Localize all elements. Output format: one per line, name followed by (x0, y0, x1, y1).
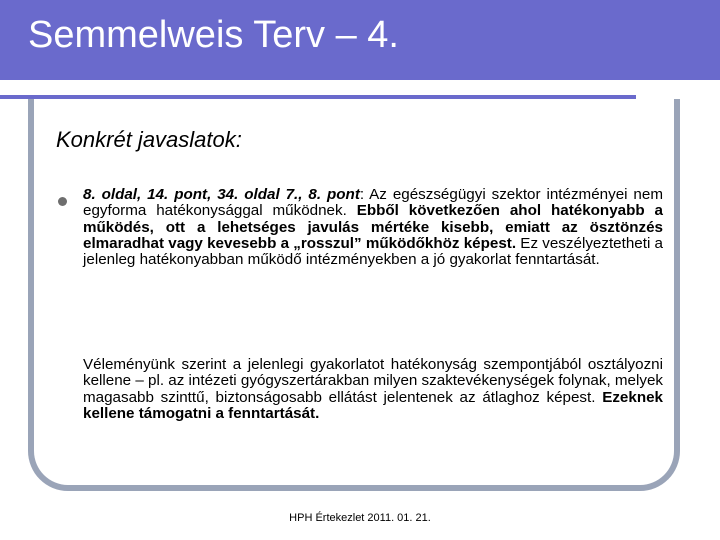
slide-subtitle: Konkrét javaslatok: (56, 127, 242, 152)
paragraph-2 (83, 357, 663, 422)
paragraph-1-text-a: : Az egészségügyi szektor intézményei nem egyforma hatékonysággal működnek. (83, 186, 663, 220)
paragraph-2-bold-text: Ezeknek kellene támogatni a fenntartását. (83, 388, 663, 422)
content-frame (28, 99, 680, 491)
reference-text: 8. oldal, 14. pont, 34. oldal 7., 8. pont (83, 186, 360, 203)
paragraph-2-text-a: Véleményünk szerint a jelenlegi gyakorlatot hatékonyság szempontjából osztályozni kellene – pl. az intézeti gyógyszertárakban milyen szaktevékenységek folynak, melyek magasabb szinttű, biztonságosabb ellátást jelentenek az átlaghoz képest. (83, 356, 663, 406)
bullet-paragraph-1 (83, 187, 663, 268)
paragraph-1-bold-text: Ebből következően ahol hatékonyabb a működés, ott a lehetséges javulás mértéke kisebb, emiatt az ösztönzés elmaradhat vagy kevesebb a „rosszul” működőkhöz képest. (83, 202, 663, 252)
slide-footer: HPH Értekezlet 2011. 01. 21. (289, 512, 431, 524)
slide-title: Semmelweis Terv – 4. (28, 14, 399, 56)
bullet-icon (58, 197, 67, 206)
paragraph-1-text-c: Ez veszélyeztetheti a jelenleg hatékonyabban működő intézményekben a jó gyakorlat fenntartását. (83, 234, 663, 269)
